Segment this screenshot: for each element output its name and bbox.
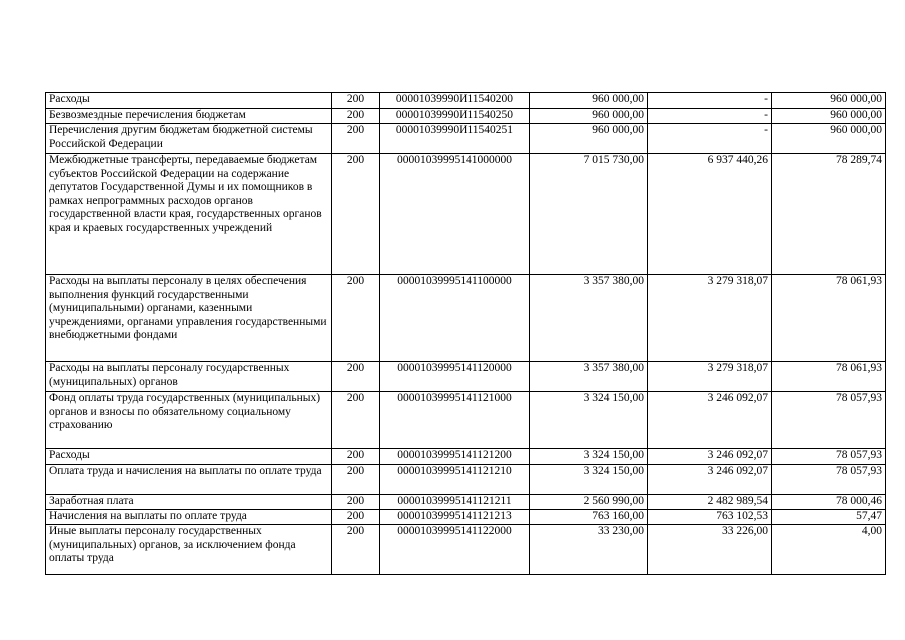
row-code-cell: 200 [332,525,380,575]
table-row [46,154,886,275]
row-name-cell: Оплата труда и начисления на выплаты по оплате труда [46,465,332,495]
row-kbk-cell: 00001039995141121210 [380,465,530,495]
row-rest-cell: 78 289,74 [772,154,886,275]
table-row [46,510,886,525]
row-code-cell: 200 [332,362,380,392]
row-fact-cell: 3 279 318,07 [648,362,772,392]
row-fact-cell: - [648,93,772,109]
table-row [46,275,886,362]
row-plan-cell: 763 160,00 [530,510,648,525]
row-name-cell: Расходы на выплаты персоналу государственных (муниципальных) органов [46,362,332,392]
table-row [46,124,886,154]
row-code-cell: 200 [332,510,380,525]
row-rest-cell: 960 000,00 [772,93,886,109]
row-rest-cell: 4,00 [772,525,886,575]
row-fact-cell: 763 102,53 [648,510,772,525]
row-fact-cell: 3 246 092,07 [648,465,772,495]
row-code-cell: 200 [332,124,380,154]
row-rest-cell: 78 000,46 [772,495,886,510]
row-code-cell: 200 [332,275,380,362]
table-row [46,525,886,575]
table-row [46,465,886,495]
row-rest-cell: 960 000,00 [772,109,886,124]
row-name-cell: Расходы [46,449,332,465]
row-rest-cell: 78 061,93 [772,275,886,362]
row-kbk-cell: 00001039995141121213 [380,510,530,525]
row-code-cell: 200 [332,154,380,275]
row-fact-cell: 6 937 440,26 [648,154,772,275]
row-name-cell: Межбюджетные трансферты, передаваемые бюджетам субъектов Российской Федерации на содержание депутатов Государственной Думы и их помощников в рамках непрограммных расходов органов государственной власти края, государственных органов края и краевых государственных учреждений [46,154,332,275]
row-name-cell: Безвозмездные перечисления бюджетам [46,109,332,124]
row-code-cell: 200 [332,93,380,109]
row-rest-cell: 57,47 [772,510,886,525]
row-plan-cell: 3 357 380,00 [530,362,648,392]
row-rest-cell: 78 057,93 [772,449,886,465]
row-plan-cell: 3 324 150,00 [530,449,648,465]
row-rest-cell: 960 000,00 [772,124,886,154]
row-rest-cell: 78 061,93 [772,362,886,392]
row-kbk-cell: 00001039990И11540200 [380,93,530,109]
row-plan-cell: 3 324 150,00 [530,465,648,495]
row-plan-cell: 3 357 380,00 [530,275,648,362]
row-kbk-cell: 00001039995141120000 [380,362,530,392]
row-name-cell: Расходы на выплаты персоналу в целях обеспечения выполнения функций государственными (муниципальными) органами, казенными учреждениями, органами управления государственными внебюджетными фондами [46,275,332,362]
row-name-cell: Иные выплаты персоналу государственных (муниципальных) органов, за исключением фонда оплаты труда [46,525,332,575]
row-kbk-cell: 00001039995141122000 [380,525,530,575]
table-row [46,392,886,449]
row-fact-cell: 3 246 092,07 [648,392,772,449]
row-fact-cell: 3 246 092,07 [648,449,772,465]
row-kbk-cell: 00001039990И11540251 [380,124,530,154]
table-row [46,93,886,109]
row-rest-cell: 78 057,93 [772,392,886,449]
row-fact-cell: 3 279 318,07 [648,275,772,362]
row-fact-cell: - [648,109,772,124]
row-plan-cell: 960 000,00 [530,93,648,109]
row-plan-cell: 960 000,00 [530,109,648,124]
row-plan-cell: 960 000,00 [530,124,648,154]
row-kbk-cell: 00001039995141100000 [380,275,530,362]
row-code-cell: 200 [332,449,380,465]
row-kbk-cell: 00001039995141000000 [380,154,530,275]
row-plan-cell: 2 560 990,00 [530,495,648,510]
row-plan-cell: 33 230,00 [530,525,648,575]
row-name-cell: Расходы [46,93,332,109]
row-name-cell: Фонд оплаты труда государственных (муниципальных) органов и взносы по обязательному социальному страхованию [46,392,332,449]
table-row [46,449,886,465]
table-row [46,495,886,510]
row-code-cell: 200 [332,392,380,449]
row-kbk-cell: 00001039995141121000 [380,392,530,449]
row-kbk-cell: 00001039995141121200 [380,449,530,465]
row-fact-cell: 2 482 989,54 [648,495,772,510]
row-name-cell: Начисления на выплаты по оплате труда [46,510,332,525]
row-plan-cell: 3 324 150,00 [530,392,648,449]
row-rest-cell: 78 057,93 [772,465,886,495]
row-plan-cell: 7 015 730,00 [530,154,648,275]
row-code-cell: 200 [332,109,380,124]
table-row [46,362,886,392]
row-fact-cell: - [648,124,772,154]
row-kbk-cell: 00001039990И11540250 [380,109,530,124]
row-fact-cell: 33 226,00 [648,525,772,575]
row-kbk-cell: 00001039995141121211 [380,495,530,510]
table-row [46,109,886,124]
budget-execution-table [45,92,886,575]
row-code-cell: 200 [332,465,380,495]
row-name-cell: Перечисления другим бюджетам бюджетной системы Российской Федерации [46,124,332,154]
row-name-cell: Заработная плата [46,495,332,510]
row-code-cell: 200 [332,495,380,510]
